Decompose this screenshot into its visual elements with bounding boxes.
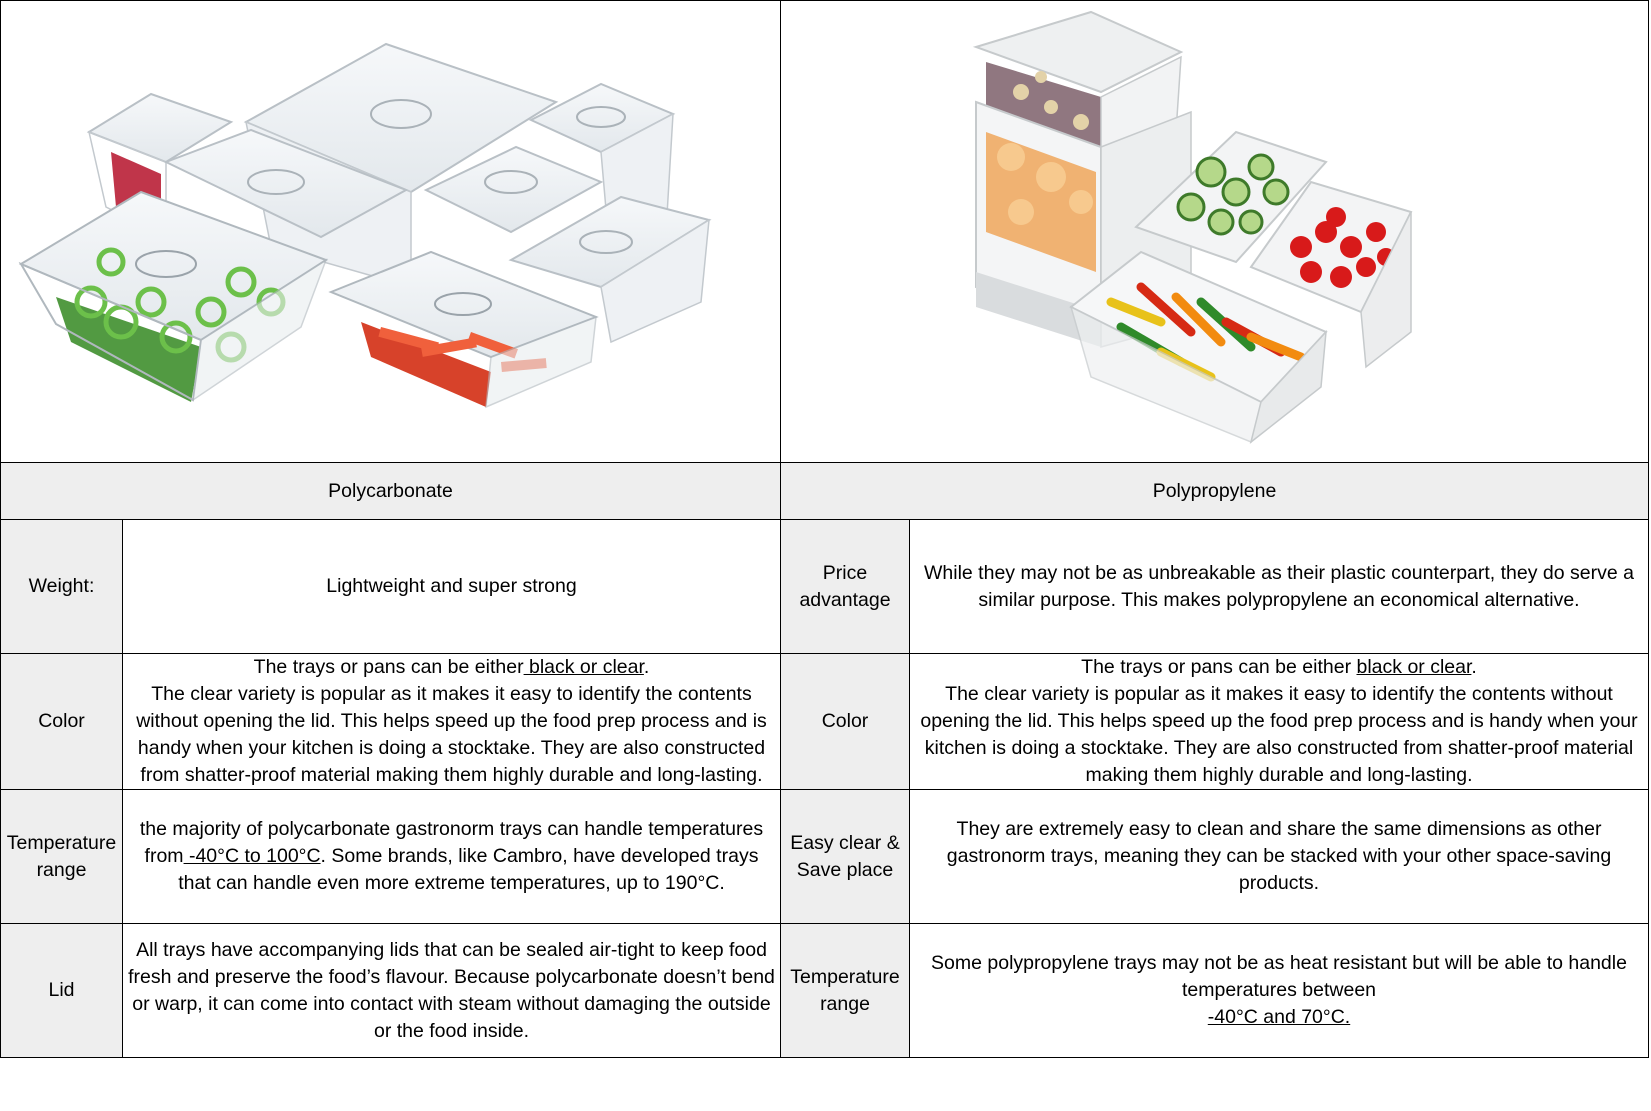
price-advantage-label-line1: Price	[822, 561, 868, 584]
polypropylene-header: Polypropylene	[781, 463, 1649, 520]
temperature-label-line1: Temperature	[6, 831, 117, 854]
easy-clear-label	[781, 790, 910, 924]
color-label-right: Color	[781, 654, 910, 790]
polycarbonate-image-cell	[1, 1, 781, 463]
polypropylene-trays-photo	[781, 2, 1647, 462]
temperature-range-value-right: -40°C and 70°C.	[1207, 1006, 1351, 1028]
color-period-right: .	[1471, 656, 1477, 678]
temperature-text-line1: the majority of polycarbonate gastronorm trays can handle temperatures	[139, 818, 764, 840]
temperature-right-label-line1: Temperature	[790, 965, 900, 988]
easy-clear-label-line1: Easy clear &	[790, 831, 900, 854]
weight-label: Weight:	[1, 520, 123, 654]
price-advantage-text: While they may not be as unbreakable as their plastic counterpart, they do serve a similar purpose. This makes polypropylene an economical alternative.	[910, 520, 1649, 654]
polycarbonate-header: Polycarbonate	[1, 463, 781, 520]
price-advantage-label	[781, 520, 910, 654]
color-options-right: black or clear	[1356, 656, 1472, 678]
temperature-range-label-left	[1, 790, 123, 924]
color-text-left	[123, 654, 781, 790]
color-options-left: black or clear	[523, 656, 644, 678]
price-advantage-label-line2: advantage	[799, 588, 891, 611]
polycarbonate-trays-photo	[1, 2, 781, 462]
color-description-left: The clear variety is popular as it makes it easy to identify the contents without opening the lid. This helps speed up the food prep process and is handy when your kitchen is doing a stocktake. They are also constructed from shatter-proof material making them highly durable and long-lasting.	[136, 683, 767, 786]
temperature-range-value-left: -40°C to 100°C	[183, 845, 321, 867]
color-description-right: The clear variety is popular as it makes it easy to identify the contents without opening the lid. This helps speed up the food prep process and is handy when your kitchen is doing a stocktake. They are also constructed from shatter-proof material making them highly durable and long-lasting.	[920, 683, 1638, 786]
temperature-range-text-right	[910, 924, 1649, 1058]
lid-text: All trays have accompanying lids that can be sealed air-tight to keep food fresh and preserve the food’s flavour. Because polycarbonate doesn’t bend or warp, it can come into contact with steam without damaging the outside or the food inside.	[123, 924, 781, 1058]
temperature-text-from: from	[144, 845, 184, 867]
color-intro-right: The trays or pans can be either	[1081, 656, 1357, 678]
temperature-right-label-line2: range	[820, 992, 870, 1015]
temperature-range-text-left	[123, 790, 781, 924]
polypropylene-image-cell	[781, 1, 1649, 463]
temperature-right-text: Some polypropylene trays may not be as heat resistant but will be able to handle temperatures between	[931, 952, 1627, 1001]
weight-text: Lightweight and super strong	[123, 520, 781, 654]
easy-clear-text: They are extremely easy to clean and share the same dimensions as other gastronorm trays, meaning they can be stacked with your other space-saving products.	[910, 790, 1649, 924]
easy-clear-label-line2: Save place	[796, 858, 894, 881]
color-text-right	[910, 654, 1649, 790]
color-intro-left: The trays or pans can be either	[253, 656, 524, 678]
color-label-left: Color	[1, 654, 123, 790]
lid-label: Lid	[1, 924, 123, 1058]
temperature-range-label-right	[781, 924, 910, 1058]
temperature-label-line2: range	[36, 858, 87, 881]
color-period-left: .	[643, 656, 650, 678]
temperature-text-rest: . Some brands, like Cambro, have developed trays that can handle even more extreme temperatures, up to 190°C.	[178, 845, 759, 894]
